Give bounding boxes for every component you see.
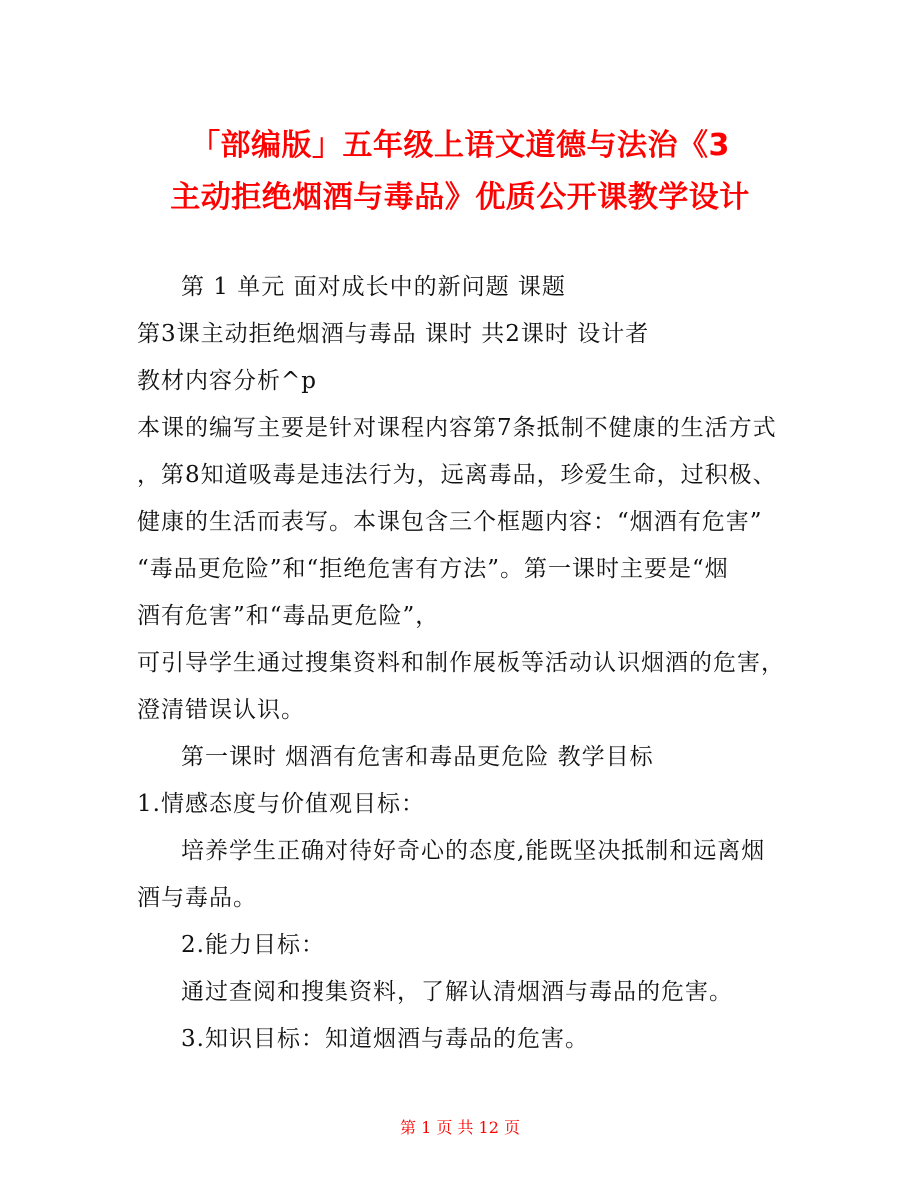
paragraph-line: 酒有危害”和“毒品更危险”，	[137, 603, 440, 629]
paragraph-line: 本课的编写主要是针对课程内容第7条抵制不健康的生活方式	[137, 415, 777, 441]
paragraph-line: “毒品更危险”和“拒绝危害有方法”。第一课时主要是“烟	[137, 556, 729, 582]
page-footer: 第 1 页 共 12 页	[400, 1118, 520, 1137]
document-title-line-2: 主动拒绝烟酒与毒品》优质公开课教学设计	[170, 180, 750, 215]
paragraph-line: 酒与毒品。	[137, 885, 257, 911]
paragraph-line: ，第8知道吸毒是违法行为，远离毒品，珍爱生命，过积极、	[137, 462, 777, 488]
unit-line: 第 1 单元 面对成长中的新问题 课题	[181, 274, 566, 300]
paragraph-line: 培养学生正确对待好奇心的态度,能既坚决抵制和远离烟	[181, 838, 766, 864]
goal-heading-3: 3.知识目标：知道烟酒与毒品的危害。	[181, 1026, 589, 1052]
paragraph-line: 健康的生活而表写。本课包含三个框题内容：“烟酒有危害”	[137, 509, 763, 535]
lesson-info-line: 第3课主动拒绝烟酒与毒品 课时 共2课时 设计者	[137, 321, 650, 347]
analysis-heading: 教材内容分析^p	[137, 368, 317, 394]
document-title-line-1: 「部编版」五年级上语文道德与法治《3	[190, 128, 730, 163]
paragraph-line: 可引导学生通过搜集资料和制作展板等活动认识烟酒的危害，	[137, 650, 785, 676]
paragraph-line: 澄清错误认识。	[137, 697, 305, 723]
section-heading: 第一课时 烟酒有危害和毒品更危险 教学目标	[181, 744, 654, 770]
goal-heading-1: 1.情感态度与价值观目标：	[137, 791, 425, 817]
goal-heading-2: 2.能力目标：	[181, 932, 325, 958]
paragraph-line: 通过查阅和搜集资料，了解认清烟酒与毒品的危害。	[181, 979, 733, 1005]
